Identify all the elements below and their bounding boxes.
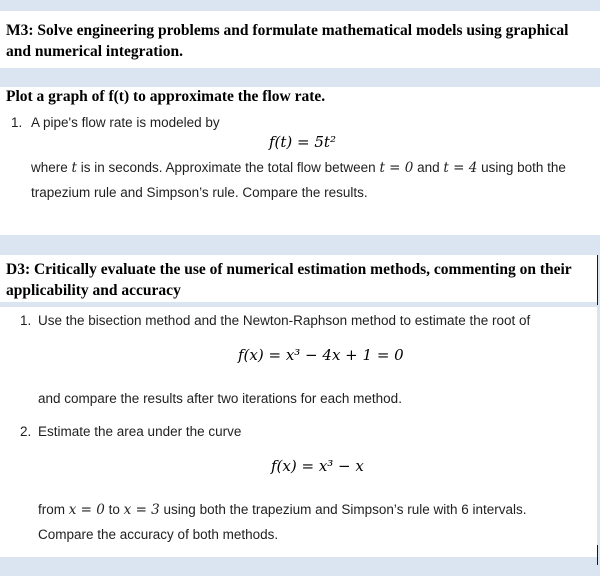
- d3-q2-line2: Compare the accuracy of both methods.: [38, 527, 279, 542]
- d3-q2-number: 2.: [20, 424, 32, 439]
- m3-heading-line2: and numerical integration.: [6, 43, 183, 60]
- d3-heading-line2: applicability and accuracy: [6, 282, 181, 299]
- d3-q2-text: Estimate the area under the curve: [38, 424, 242, 439]
- d3-q2-cond2: x = 3: [123, 502, 160, 518]
- d3-heading: [6, 259, 572, 301]
- m3-q1-equation: f(t) = 5t²: [269, 133, 336, 151]
- d3-q1-number: 1.: [20, 313, 32, 328]
- m3-q1-number: 1.: [11, 115, 23, 130]
- d3-right-border-lower: [597, 545, 598, 565]
- d3-heading-line1: D3: Critically evaluate the use of numerical estimation methods, commenting on their: [6, 261, 572, 278]
- d3-right-border: [597, 255, 598, 305]
- d3-q2-to: to: [108, 502, 120, 517]
- d3-q1-compare: and compare the results after two iterations for each method.: [38, 391, 402, 406]
- m3-q1-text-c: using both the: [481, 160, 566, 175]
- d3-q2-from: from: [38, 502, 65, 517]
- m3-q1-text-and: and: [417, 160, 440, 175]
- d3-q2-rest: using both the trapezium and Simpson’s rule with 6 intervals.: [163, 502, 527, 517]
- m3-heading: [6, 20, 568, 62]
- m3-q1-cond1: t = 0: [379, 160, 414, 176]
- d3-q2-cond1: x = 0: [68, 502, 105, 518]
- d3-q1-text: Use the bisection method and the Newton-Raphson method to estimate the root of: [38, 313, 531, 328]
- m3-q1-cond2: t = 4: [443, 160, 478, 176]
- d3-q2-line1: [38, 501, 527, 519]
- m3-q1-var-t: t: [71, 160, 77, 176]
- m3-q1-intro: A pipe's flow rate is modeled by: [31, 115, 220, 130]
- m3-q1-text-a: where: [31, 160, 68, 175]
- m3-subheading: Plot a graph of f(t) to approximate the flow rate.: [6, 88, 326, 105]
- d3-q2-equation: f(x) = x³ − x: [271, 457, 364, 475]
- m3-q1-line2: [31, 159, 566, 177]
- m3-q1-line3: trapezium rule and Simpson’s rule. Compare the results.: [31, 185, 368, 200]
- m3-heading-line1: M3: Solve engineering problems and formulate mathematical models using graphical: [6, 22, 569, 39]
- m3-q1-text-b: is in seconds. Approximate the total flow between: [80, 160, 376, 175]
- d3-q1-equation: f(x) = x³ − 4x + 1 = 0: [238, 346, 404, 364]
